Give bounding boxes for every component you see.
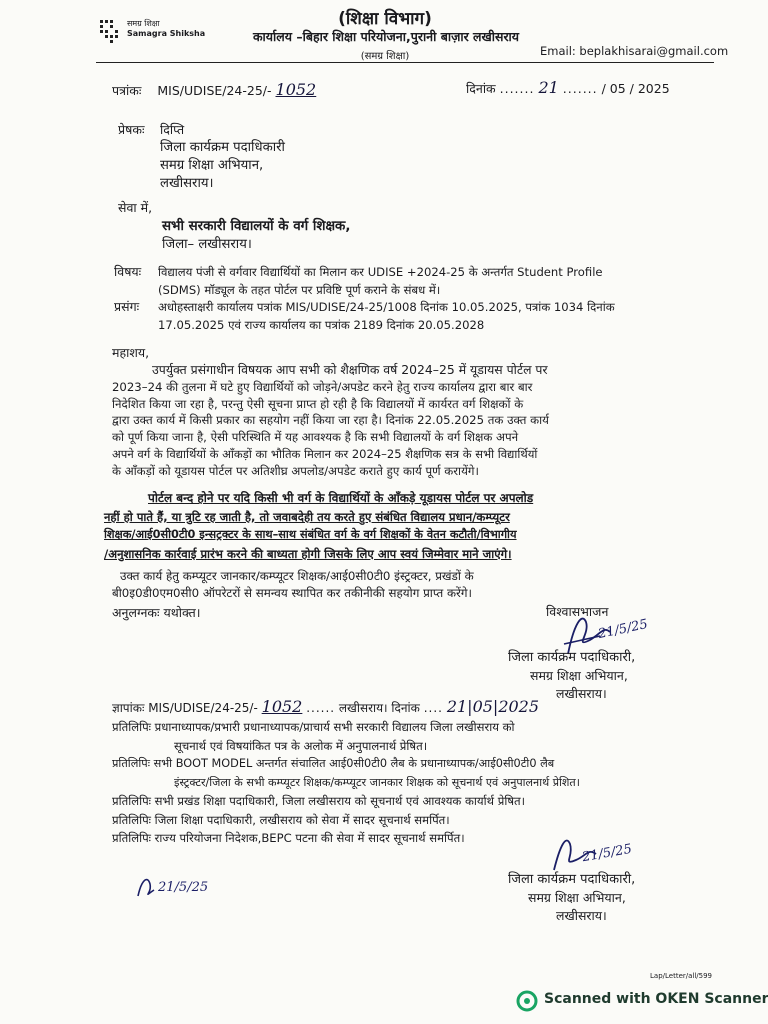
signature-1-designation: जिला कार्यक्रम पदाधिकारी, — [508, 650, 636, 665]
para2-line: /अनुशासनिक कार्रवाई प्रारंभ करने की बाध्यता होगी जिसके लिए आप स्वयं जिम्मेवार माने जाएंगे। — [104, 546, 512, 561]
subject-label: विषयः — [114, 264, 142, 279]
para1-line: द्वारा उक्त कार्य में किसी प्रकार का सहयोग नहीं किया जा रहा है। दिनांक 22.05.2025 तक उक्त कार्य — [112, 413, 549, 428]
signature-2-org: समग्र शिक्षा अभियान, — [528, 890, 626, 905]
sender-designation: जिला कार्यक्रम पदाधिकारी — [160, 140, 285, 155]
date-line: दिनांक ....... 21 ....... / 05 / 2025 — [466, 78, 670, 97]
email-address: Email: beplakhisarai@gmail.com — [540, 44, 729, 58]
scanner-text: Scanned with OKEN Scanner — [544, 991, 768, 1007]
memo-date: 21|05|2025 — [446, 697, 540, 716]
recipient-label: सेवा में, — [118, 200, 153, 215]
date-day: 21 — [538, 78, 559, 97]
office-address: कार्यालय –बिहार शिक्षा परियोजना,पुरानी बाज़ार लखीसराय — [252, 29, 520, 44]
copy-line: प्रतिलिपिः जिला शिक्षा पदाधिकारी, लखीसराय को सेवा में सादर सूचनार्थ समर्पित। — [112, 812, 450, 827]
memo-place-date: लखीसराय। दिनांक — [338, 701, 420, 715]
sender-place: लखीसराय। — [160, 176, 214, 191]
subject-line-1: विद्यालय पंजी से वर्गवार विद्यार्थियों का मिलान कर UDISE +2024-25 के अन्तर्गत Student Profile — [158, 265, 603, 279]
copy-line: प्रतिलिपिः राज्य परियोजना निदेशक,BEPC पटना की सेवा में सादर सूचनार्थ समर्पित। — [112, 831, 465, 845]
para1-line: को पूर्ण किया जाना है, ऐसी परिस्थिति में यह आवश्यक है कि सभी विद्यालयों के वर्ग शिक्षक अपने — [112, 430, 519, 445]
copy-line: प्रतिलिपिः सभी BOOT MODEL अन्तर्गत संचालित आई0सी0टी0 लैब के प्रधानाध्यापक/आई0सी0टी0 लैब — [112, 757, 555, 770]
para3-line: उक्त कार्य हेतु कम्प्यूटर जानकार/कम्प्यूटर शिक्षक/आई0सी0टी0 इंस्ट्रक्टर, प्रखंडों के — [120, 569, 474, 583]
copy-line: सूचनार्थ एवं विषयांकित पत्र के अलोक में अनुपालनार्थ प्रेषित। — [174, 738, 428, 753]
ref-code: MIS/UDISE/24-25/- — [157, 83, 272, 98]
copy-line: प्रतिलिपिः सभी प्रखंड शिक्षा पदाधिकारी, जिला लखीसराय को सूचनार्थ एवं आवश्यक कार्यार्थ प्रेषित। — [112, 794, 526, 808]
copy-line: प्रतिलिपिः प्रधानाध्यापक/प्रभारी प्रधानाध्यापक/प्राचार्य सभी सरकारी विद्यालय जिला लखीसराय को — [112, 720, 515, 734]
para2-line: शिक्षक/आई0सी0टी0 इन्सट्रक्टर के साथ–साथ संबंधित वर्ग के वर्ग शिक्षकों के वेतन कटौती/विभागीय — [104, 528, 517, 541]
para1-line: निदेशित किया जा रहा है, परन्तु ऐसी सूचना प्राप्त हो रही है कि विद्यालयों में कार्यरत वर्ग शिक्षकों के — [112, 396, 524, 411]
paragraph-2-warning — [104, 489, 716, 563]
para3-line: बी0इ0डी0एम0सी0 ऑपरेटरों से समन्वय स्थापित कर तकीनीकी सहयोग प्राप्त करेंगे। — [112, 585, 472, 600]
reference-label: प्रसंगः — [114, 299, 140, 314]
recipient-line-2: जिला– लखीसराय। — [162, 237, 252, 252]
memo-label: ज्ञापांकः — [112, 701, 145, 715]
copy-line: इंस्ट्रक्टर/जिला के सभी कम्प्यूटर शिक्षक/कम्प्यूटर जानकार शिक्षक को सूचनार्थ एवं अनुपालनार्थ प्रेशित। — [174, 775, 580, 789]
header-rule — [96, 62, 714, 63]
logo-text-english: Samagra Shiksha — [127, 29, 206, 38]
reference-line-2: 17.05.2025 एवं राज्य कार्यालय का पत्रांक 2189 दिनांक 20.05.2028 — [158, 318, 485, 332]
para1-line: के आँकड़ों को यूडायस पोर्टल पर अतिशीघ्र अपलोड/अपडेट कराते हुए कार्य पूर्ण करायेंगे। — [112, 463, 479, 478]
logo — [99, 15, 211, 49]
reference-line-1: अधोहस्ताक्षरी कार्यालय पत्रांक MIS/UDISE/24-25/1008 दिनांक 10.05.2025, पत्रांक 1034 दिनांक — [158, 300, 615, 314]
memo-code: MIS/UDISE/24-25/- — [148, 701, 258, 715]
ref-label: पत्रांकः — [112, 83, 142, 98]
department-title: (शिक्षा विभाग) — [338, 9, 432, 29]
recipient-line-1: सभी सरकारी विद्यालयों के वर्ग शिक्षक, — [162, 219, 351, 234]
initial-date: 21/5/25 — [158, 880, 209, 895]
signature-2-designation: जिला कार्यक्रम पदाधिकारी, — [508, 872, 636, 887]
samagra-shiksha-logo-icon — [99, 19, 123, 45]
signature-1-date: 21/5/25 — [596, 616, 650, 643]
closing-text: विश्वासभाजन — [546, 604, 609, 619]
office-subtitle: (समग्र शिक्षा) — [360, 51, 410, 62]
enclosure: अनुलग्नकः यथोक्त। — [112, 605, 201, 620]
subject-line-2: (SDMS) मॉड्यूल के तहत पोर्टल पर प्रविष्टि पूर्ण कराने के संबध में। — [158, 283, 441, 297]
date-label: दिनांक — [466, 81, 496, 96]
oken-logo-icon — [516, 990, 538, 1012]
ref-number: 1052 — [275, 80, 317, 99]
signature-1-place: लखीसराय। — [556, 686, 607, 701]
logo-text-hindi: समग्र शिक्षा — [127, 19, 160, 28]
footer-ref: Lap/Letter/all/599 — [650, 972, 713, 980]
para2-line: नहीं हो पाते हैं, या त्रुटि रह जाती है, तो जवाबदेही तय करते हुए संबंधित विद्यालय प्रधान/कम्प्यूटर — [104, 509, 510, 524]
para2-line: पोर्टल बन्द होने पर यदि किसी भी वर्ग के विद्यार्थियों के आँकड़े यूडायस पोर्टल पर अपलोड — [148, 491, 534, 505]
signature-2-place: लखीसराय। — [556, 908, 607, 923]
sender-org: समग्र शिक्षा अभियान, — [160, 158, 264, 173]
memo-number: 1052 — [261, 697, 303, 716]
signature-2-date: 21/5/25 — [581, 841, 634, 866]
ref-line — [112, 82, 316, 99]
salutation: महाशय, — [112, 345, 150, 360]
paragraph-1 — [112, 362, 702, 480]
para1-line: उपर्युक्त प्रसंगाधीन विषयक आप सभी को शैक्षणिक वर्ष 2024–25 में यूडायस पोर्टल पर — [152, 362, 548, 377]
paragraph-3 — [112, 568, 712, 602]
date-rest: / 05 / 2025 — [601, 81, 670, 96]
memo-line: ज्ञापांकः MIS/UDISE/24-25/- 1052 ...... लखीसराय। दिनांक .... 21|05|2025 — [112, 697, 540, 716]
sender-name: दिप्ति — [160, 122, 185, 137]
para1-line: 2023–24 की तुलना में घटे हुए विद्यार्थियों को जोड़ने/अपडेट करने हेतु राज्य कार्यालय द्वारा बार बार — [112, 379, 533, 394]
sender-label: प्रेषकः — [118, 122, 145, 137]
signature-1-org: समग्र शिक्षा अभियान, — [530, 668, 628, 683]
para1-line: अपने वर्ग के विद्यार्थियों के आँकड़ों का भौतिक मिलान कर 2024–25 शैक्षणिक सत्र के सभी विद्यार्थियों — [112, 446, 538, 461]
